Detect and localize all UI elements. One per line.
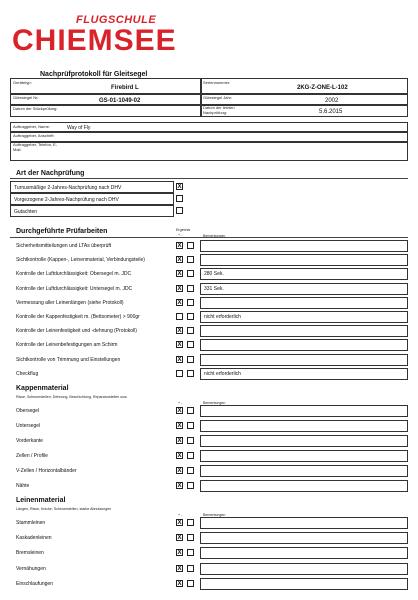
remark-field[interactable]	[200, 435, 408, 447]
remark-field[interactable]	[200, 254, 408, 266]
plus-checkbox[interactable]: X	[177, 356, 182, 363]
minus-checkbox[interactable]	[187, 519, 194, 526]
remark-field[interactable]	[200, 547, 408, 559]
minus-checkbox[interactable]	[187, 467, 194, 474]
plus-checkbox[interactable]: X	[177, 580, 182, 587]
plus-checkbox[interactable]: X	[177, 271, 182, 278]
row-label: Kaskadenleinen	[16, 535, 52, 542]
art-item-label: Turnusmäßige 2-Jahres-Nachprüfung nach DHV	[14, 185, 122, 191]
remark-field[interactable]	[200, 240, 408, 252]
baujahr-label: Gütesiegel Jahr:	[203, 95, 233, 100]
row-label: Kontrolle der Luftdurchlässigkeit: Untersegel m. JDC	[16, 285, 133, 292]
plusminus-label: + -	[178, 233, 183, 237]
row-label: Kontrolle der Luftdurchlässigkeit: Obersegel m. JDC	[16, 271, 132, 278]
baujahr-value: 2002	[325, 98, 339, 104]
geraetetyp-label: Gerätetyp:	[13, 80, 32, 85]
remark-field[interactable]	[200, 532, 408, 544]
plus-checkbox[interactable]: X	[177, 550, 182, 557]
minus-checkbox[interactable]	[187, 270, 194, 277]
row-label: Vorderkante	[16, 438, 43, 444]
leinen-subtitle: Längen, Risse, Knicke, Scheuerstellen, starke Abnutzungen	[16, 507, 112, 511]
minus-checkbox[interactable]	[187, 452, 194, 459]
auftraggeber-anschrift-label: Auftraggeber, Anschrift:	[13, 133, 55, 138]
stueckpruefung-field	[10, 104, 202, 117]
remark-field[interactable]: 280 Sek.	[200, 268, 408, 280]
art-divider	[10, 178, 408, 179]
art-checkbox[interactable]: X	[177, 184, 182, 190]
minus-checkbox[interactable]	[187, 422, 194, 429]
row-label: Sicherheitsmitteilungen und LTAs überprüft	[16, 243, 112, 249]
art-item	[10, 193, 174, 205]
plus-checkbox[interactable]: X	[177, 520, 182, 526]
row-label: Vermessung aller Leinenlängen (siehe Protokoll)	[16, 299, 124, 306]
remark-field[interactable]	[200, 465, 408, 477]
plus-checkbox[interactable]: X	[177, 535, 182, 542]
art-item	[10, 205, 174, 217]
remark-field[interactable]	[200, 450, 408, 462]
auftraggeber-telefon-label: Auftraggeber, Telefon, E-Mail:	[13, 142, 58, 152]
document-title: Nachprüfprotokoll für Gleitsegel	[40, 71, 148, 78]
remark-field[interactable]: nicht erforderlich	[200, 368, 408, 380]
minus-checkbox[interactable]	[187, 242, 194, 249]
row-label: Sichtkontrolle von Trimmung und Einstellungen	[16, 356, 121, 363]
art-item	[10, 181, 174, 193]
leinen-section-title: Leinenmaterial	[16, 497, 66, 504]
row-label: Kontrolle der Kappenfestigkeit m. (Bettsometer) > 900gr	[16, 314, 140, 320]
row-label: Nähte	[16, 483, 30, 489]
minus-checkbox[interactable]	[187, 437, 194, 444]
bemerkungen-label: Bemerkungen	[203, 513, 226, 517]
plus-checkbox[interactable]: X	[177, 483, 182, 489]
plus-checkbox[interactable]: X	[177, 565, 182, 572]
row-label: Vernähungen	[16, 565, 46, 572]
row-label: V-Zellen / Horizontalbänder	[16, 468, 77, 474]
serien-label: Seriennummer:	[203, 80, 231, 85]
stueckpruefung-label: Datum der Stückprüfung:	[13, 106, 58, 111]
logo-subtitle: FLUGSCHULE	[76, 14, 157, 26]
art-item-label: Gutachten	[14, 209, 38, 215]
row-label: Obersegel	[16, 408, 40, 414]
plus-checkbox[interactable]: X	[177, 408, 182, 414]
letzte-pruefung-field	[200, 104, 408, 117]
remark-field[interactable]	[200, 480, 408, 492]
remark-field[interactable]: 331 Sek.	[200, 283, 408, 295]
plus-checkbox[interactable]: X	[177, 299, 182, 306]
plus-checkbox[interactable]: X	[177, 243, 182, 249]
art-section-title: Art der Nachprüfung	[16, 170, 85, 177]
minus-checkbox[interactable]	[187, 534, 194, 541]
pruef-divider	[10, 237, 408, 238]
bemerkungen-label: Bemerkungen	[203, 234, 226, 238]
plus-checkbox[interactable]: X	[177, 468, 182, 474]
plus-checkbox[interactable]: X	[177, 285, 182, 292]
plus-checkbox[interactable]: X	[177, 257, 182, 264]
row-label: Stammleinen	[16, 520, 46, 526]
remark-field[interactable]	[200, 354, 408, 366]
guetesiegel-label: Gütesiegel Nr.:	[13, 95, 40, 100]
remark-field[interactable]	[200, 405, 408, 417]
remark-field[interactable]	[200, 297, 408, 309]
auftraggeber-name-value: Way of Fly	[67, 125, 91, 131]
remark-field[interactable]	[200, 578, 408, 590]
logo: CHIEMSEE	[12, 24, 177, 57]
auftraggeber-telefon-field	[10, 141, 408, 161]
row-label: Zellen / Profile	[16, 453, 48, 459]
minus-checkbox[interactable]	[187, 285, 194, 292]
row-label: Untersegel	[16, 423, 41, 429]
art-checkbox[interactable]	[176, 195, 183, 202]
guetesiegel-value: GS-01-1049-02	[99, 98, 141, 104]
row-label: Kontrolle der Leinenbefestigungen am Schirm	[16, 342, 118, 349]
art-item-label: Vorgezogene 2-Jahres-Nachprüfung nach DHV	[14, 197, 119, 203]
art-checkbox[interactable]	[176, 207, 183, 214]
geraetetyp-value: Firebird L	[111, 85, 139, 91]
minus-checkbox[interactable]	[187, 299, 194, 306]
row-label: Checkflug	[16, 370, 39, 377]
remark-field[interactable]	[200, 563, 408, 575]
plusminus-label: + -	[178, 513, 183, 517]
minus-checkbox[interactable]	[187, 549, 194, 556]
plus-checkbox[interactable]: X	[177, 342, 182, 349]
remark-field[interactable]: nicht erforderlich	[200, 311, 408, 323]
plus-checkbox[interactable]: X	[177, 328, 182, 335]
plus-checkbox[interactable]	[176, 370, 183, 377]
minus-checkbox[interactable]	[187, 341, 194, 348]
minus-checkbox[interactable]	[187, 482, 194, 489]
row-label: Bremsleinen	[16, 550, 44, 557]
minus-checkbox[interactable]	[187, 327, 194, 334]
letzte-pruefung-label: Datum der letzten Nachprüfung:	[203, 105, 235, 115]
row-label: Einschlaufungen	[16, 580, 53, 587]
row-label: Kontrolle der Leinenfestigkeit und -dehnung (Protokoll)	[16, 328, 137, 335]
minus-checkbox[interactable]	[187, 580, 194, 587]
remark-field[interactable]	[200, 517, 408, 529]
minus-checkbox[interactable]	[187, 407, 194, 414]
ergebnis-label: Ergebnis	[176, 228, 191, 232]
minus-checkbox[interactable]	[187, 356, 194, 363]
minus-checkbox[interactable]	[187, 565, 194, 572]
serien-value: 2KG-Z-ONE-L-102	[297, 85, 348, 91]
plus-checkbox[interactable]: X	[177, 438, 182, 444]
plus-checkbox[interactable]: X	[177, 453, 182, 459]
letzte-pruefung-value: 5.6.2015	[319, 109, 343, 115]
minus-checkbox[interactable]	[187, 313, 194, 320]
minus-checkbox[interactable]	[187, 370, 194, 377]
plusminus-label: + -	[178, 401, 183, 405]
minus-checkbox[interactable]	[187, 256, 194, 263]
remark-field[interactable]	[200, 420, 408, 432]
row-label: Sichtkontrolle (Kappen-, Leinenmaterial, Verbindungsteile)	[16, 257, 145, 264]
remark-field[interactable]	[200, 339, 408, 351]
kappe-section-title: Kappenmaterial	[16, 385, 69, 392]
kappe-subtitle: Risse, Scheuerstellen, Dehnung, Beschichtung, Reparaturstellen usw.	[16, 395, 128, 399]
auftraggeber-name-label: Auftraggeber, Name:	[13, 124, 50, 129]
remark-field[interactable]	[200, 325, 408, 337]
plus-checkbox[interactable]	[176, 313, 183, 320]
plus-checkbox[interactable]: X	[177, 423, 182, 429]
bemerkungen-label: Bemerkungen	[203, 401, 226, 405]
pruef-section-title: Durchgeführte Prüfarbeiten	[16, 228, 108, 235]
